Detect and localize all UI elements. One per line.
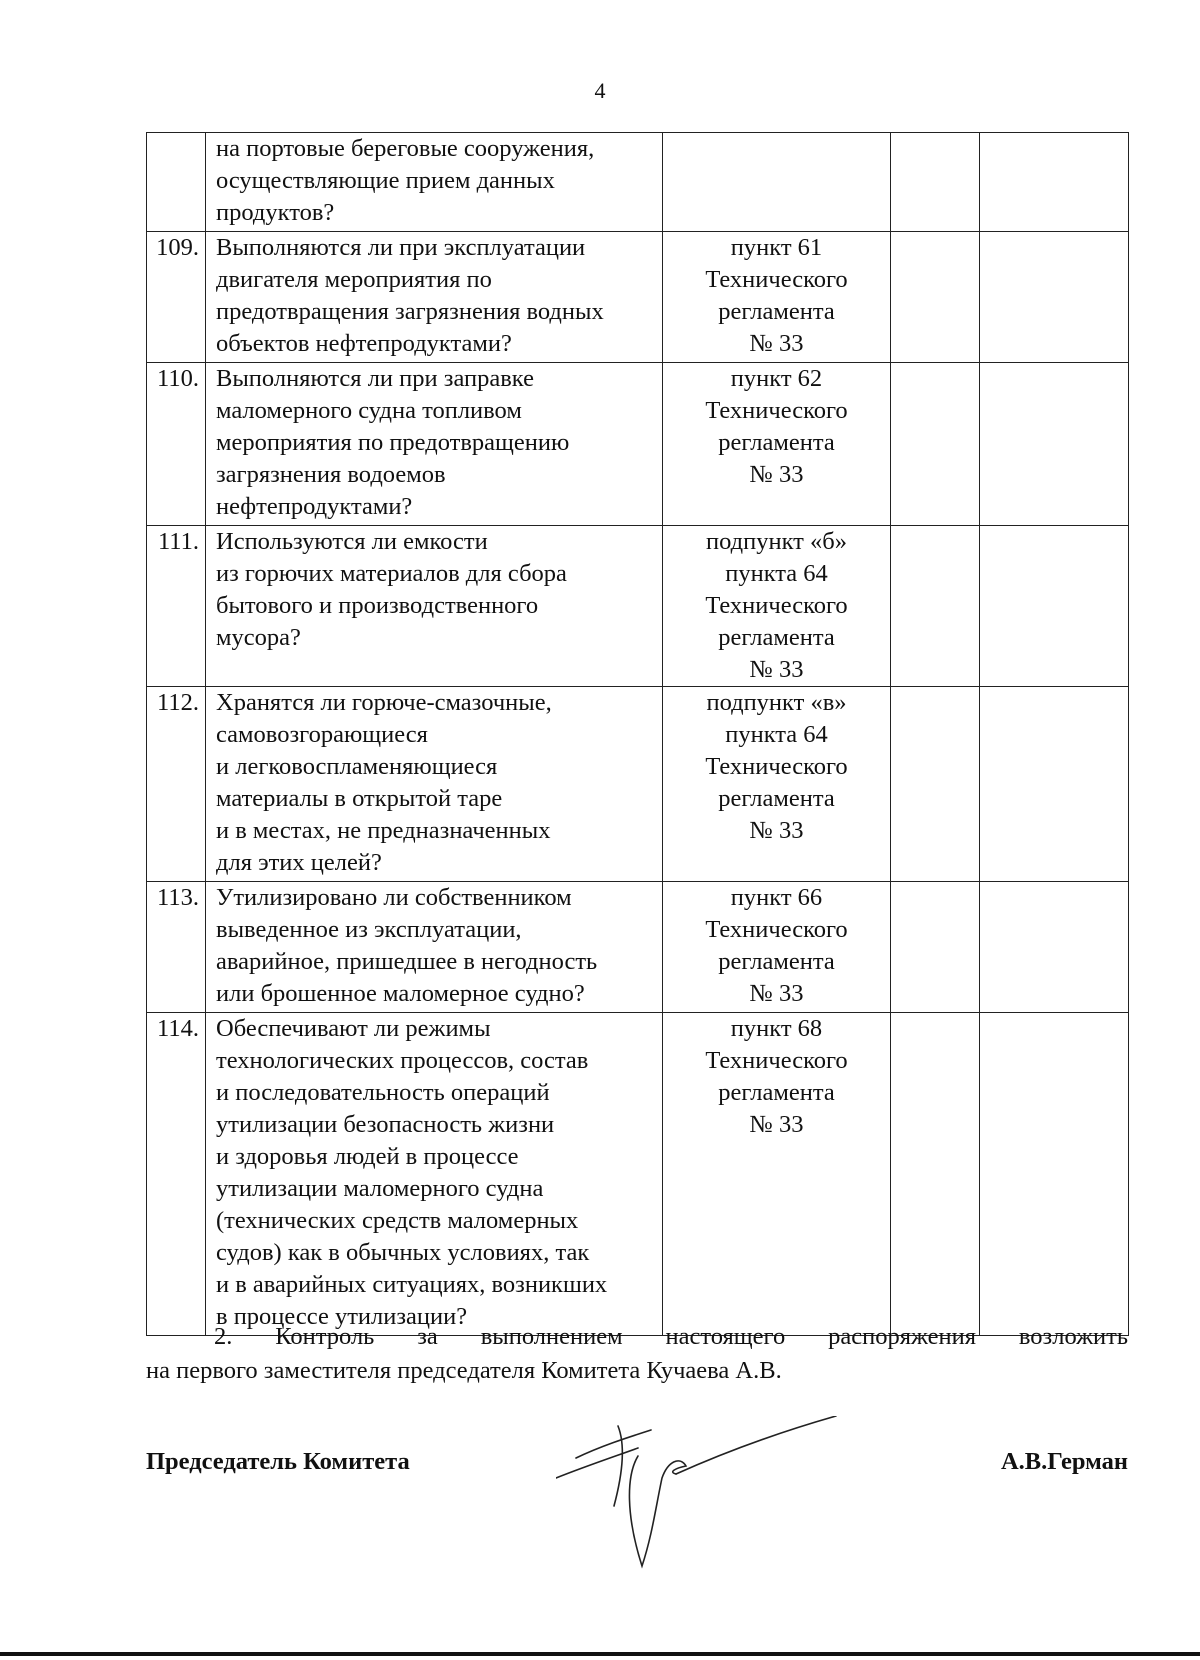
question-cell (206, 363, 663, 526)
question-line: мероприятия по предотвращению (216, 429, 570, 456)
reference-cell (663, 687, 891, 882)
closing-paragraph (146, 1320, 1128, 1388)
question-line: и в аварийных ситуациях, возникших (216, 1271, 608, 1298)
table-row (147, 1013, 1129, 1336)
reference-line: подпункт «в» (706, 689, 847, 716)
item-number: 111. (147, 526, 206, 687)
reference-line: Технического (705, 592, 848, 619)
question-line: объектов нефтепродуктами? (216, 330, 512, 357)
reference-line: Технического (705, 397, 848, 424)
reference-line: № 33 (749, 330, 804, 357)
question-line: утилизации маломерного судна (216, 1175, 544, 1202)
question-line: или брошенное маломерное судно? (216, 980, 585, 1007)
question-line: материалы в открытой таре (216, 785, 503, 812)
page-number: 4 (594, 78, 606, 103)
reference-cell (663, 133, 891, 232)
answer-cell-1 (891, 526, 980, 687)
item-number: 112. (147, 687, 206, 882)
answer-cell-1 (891, 687, 980, 882)
answer-cell-1 (891, 133, 980, 232)
reference-cell (663, 882, 891, 1013)
question-line: Выполняются ли при заправке (216, 365, 534, 392)
table-row (147, 133, 1129, 232)
question-line: самовозгорающиеся (216, 721, 428, 748)
reference-line: регламента (718, 948, 835, 975)
checklist-table (146, 132, 1129, 1336)
question-line: в процессе утилизации? (216, 1303, 468, 1330)
question-line: продуктов? (216, 199, 335, 226)
closing-line-1: 2. Контроль за выполнением настоящего распоряжения возложить (214, 1323, 1128, 1350)
reference-line: пункт 68 (730, 1015, 823, 1042)
reference-line: регламента (718, 429, 835, 456)
answer-cell-2 (980, 133, 1129, 232)
question-line: Утилизировано ли собственником (216, 884, 572, 911)
answer-cell-1 (891, 363, 980, 526)
reference-line: пункт 66 (730, 884, 823, 911)
question-line: двигателя мероприятия по (216, 266, 492, 293)
reference-line: подпункт «б» (706, 528, 847, 555)
item-number (147, 133, 206, 232)
question-line: загрязнения водоемов (216, 461, 446, 488)
reference-line: № 33 (749, 817, 804, 844)
reference-line: регламента (718, 624, 835, 651)
bottom-rule (0, 1652, 1200, 1656)
question-line: и легковоспламеняющиеся (216, 753, 498, 780)
reference-cell (663, 1013, 891, 1336)
question-cell (206, 687, 663, 882)
question-line: бытового и производственного (216, 592, 539, 619)
item-number: 109. (147, 232, 206, 363)
reference-line: Технического (705, 916, 848, 943)
answer-cell-1 (891, 882, 980, 1013)
question-line: утилизации безопасность жизни (216, 1111, 555, 1138)
reference-line: пункта 64 (725, 560, 828, 587)
answer-cell-2 (980, 1013, 1129, 1336)
answer-cell-2 (980, 526, 1129, 687)
reference-line: пункта 64 (725, 721, 828, 748)
reference-line: Технического (705, 1047, 848, 1074)
reference-line: № 33 (749, 980, 804, 1007)
reference-cell (663, 232, 891, 363)
reference-line: регламента (718, 785, 835, 812)
closing-line-2: на первого заместителя председателя Комитета Кучаева А.В. (146, 1357, 782, 1384)
question-line: Хранятся ли горюче-смазочные, (216, 689, 552, 716)
question-line: из горючих материалов для сбора (216, 560, 567, 587)
question-line: предотвращения загрязнения водных (216, 298, 604, 325)
answer-cell-1 (891, 1013, 980, 1336)
item-number: 113. (147, 882, 206, 1013)
reference-line: № 33 (749, 656, 804, 683)
question-cell (206, 1013, 663, 1336)
reference-line: № 33 (749, 461, 804, 488)
reference-line: регламента (718, 298, 835, 325)
question-line: и здоровья людей в процессе (216, 1143, 519, 1170)
question-line: (технических средств маломерных (216, 1207, 579, 1234)
reference-line: регламента (718, 1079, 835, 1106)
table-row (147, 232, 1129, 363)
question-line: для этих целей? (216, 849, 382, 876)
reference-cell (663, 526, 891, 687)
table-row (147, 526, 1129, 687)
item-number: 114. (147, 1013, 206, 1336)
answer-cell-2 (980, 232, 1129, 363)
question-line: на портовые береговые сооружения, (216, 135, 595, 162)
table-row (147, 363, 1129, 526)
reference-line: пункт 62 (730, 365, 823, 392)
reference-cell (663, 363, 891, 526)
reference-line: № 33 (749, 1111, 804, 1138)
question-line: судов) как в обычных условиях, так (216, 1239, 590, 1266)
answer-cell-2 (980, 687, 1129, 882)
reference-line: пункт 61 (730, 234, 823, 261)
signatory-name: А.В.Герман (1000, 1448, 1128, 1475)
item-number: 110. (147, 363, 206, 526)
question-line: выведенное из эксплуатации, (216, 916, 522, 943)
question-line: маломерного судна топливом (216, 397, 522, 424)
answer-cell-2 (980, 882, 1129, 1013)
question-cell (206, 882, 663, 1013)
question-line: осуществляющие прием данных (216, 167, 555, 194)
question-line: аварийное, пришедшее в негодность (216, 948, 598, 975)
reference-line: Технического (705, 753, 848, 780)
question-line: Выполняются ли при эксплуатации (216, 234, 586, 261)
answer-cell-2 (980, 363, 1129, 526)
handwritten-signature (556, 1416, 846, 1576)
question-line: Используются ли емкости (216, 528, 488, 555)
question-cell (206, 232, 663, 363)
signatory-title: Председатель Комитета (146, 1448, 410, 1475)
table-row (147, 687, 1129, 882)
table-row (147, 882, 1129, 1013)
question-line: и последовательность операций (216, 1079, 550, 1106)
question-cell (206, 526, 663, 687)
question-line: технологических процессов, состав (216, 1047, 589, 1074)
question-line: Обеспечивают ли режимы (216, 1015, 491, 1042)
question-line: нефтепродуктами? (216, 493, 413, 520)
answer-cell-1 (891, 232, 980, 363)
question-line: и в местах, не предназначенных (216, 817, 551, 844)
reference-line: Технического (705, 266, 848, 293)
question-cell (206, 133, 663, 232)
question-line: мусора? (216, 624, 301, 651)
